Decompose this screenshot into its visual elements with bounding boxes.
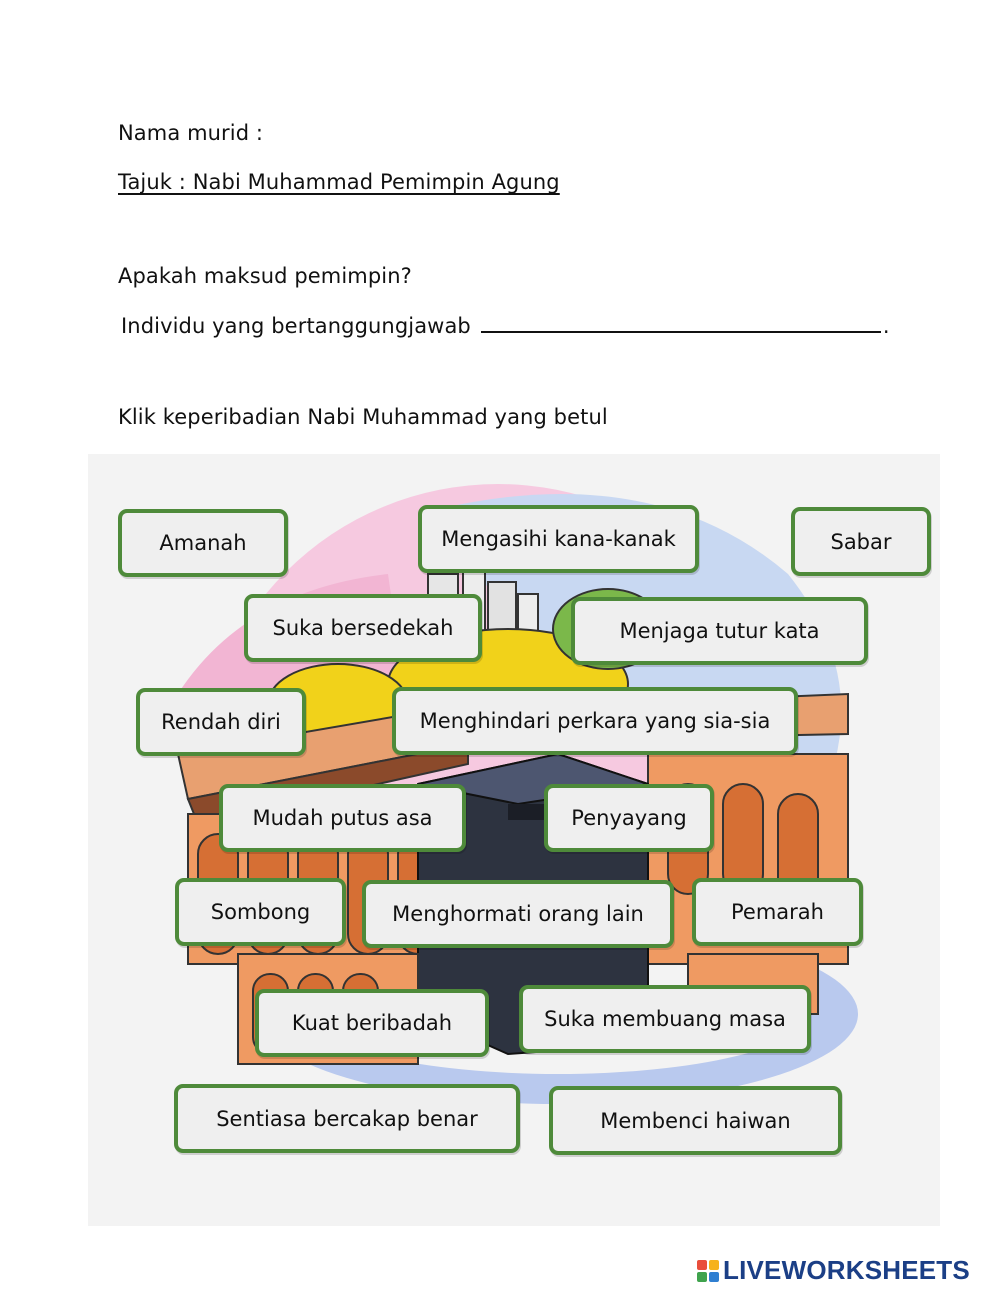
choice-suka-bersedekah[interactable]: Suka bersedekah (244, 594, 482, 662)
choice-sombong[interactable]: Sombong (175, 878, 346, 946)
choice-amanah[interactable]: Amanah (118, 509, 288, 577)
student-name-label: Nama murid : (118, 121, 264, 145)
choice-menghindari-perkara-yang-sia-sia[interactable]: Menghindari perkara yang sia-sia (392, 687, 798, 755)
brand-name: LIVEWORKSHEETS (723, 1255, 970, 1285)
brand-mark-icon (697, 1260, 719, 1282)
question-text: Apakah maksud pemimpin? (118, 264, 412, 288)
choice-pemarah[interactable]: Pemarah (692, 878, 863, 946)
choice-mudah-putus-asa[interactable]: Mudah putus asa (219, 784, 466, 852)
answer-line (121, 311, 890, 338)
choice-menghormati-orang-lain[interactable]: Menghormati orang lain (362, 880, 674, 948)
liveworksheets-logo (697, 1255, 970, 1286)
choice-rendah-diri[interactable]: Rendah diri (136, 688, 306, 756)
answer-suffix: . (882, 314, 890, 338)
choice-sabar[interactable]: Sabar (791, 507, 931, 576)
instruction-text: Klik keperibadian Nabi Muhammad yang betul (118, 405, 608, 429)
choice-kuat-beribadah[interactable]: Kuat beribadah (255, 989, 489, 1057)
topic-title: Tajuk : Nabi Muhammad Pemimpin Agung (118, 170, 560, 194)
choice-penyayang[interactable]: Penyayang (544, 784, 714, 852)
choice-sentiasa-bercakap-benar[interactable]: Sentiasa bercakap benar (174, 1084, 520, 1153)
choice-suka-membuang-masa[interactable]: Suka membuang masa (519, 985, 811, 1053)
activity-panel (88, 454, 940, 1226)
answer-prefix: Individu yang bertanggungjawab (121, 314, 471, 338)
choice-menjaga-tutur-kata[interactable]: Menjaga tutur kata (571, 597, 868, 665)
answer-blank-input[interactable] (481, 311, 881, 333)
choice-mengasihi-kana-kanak[interactable]: Mengasihi kana-kanak (418, 505, 699, 573)
choice-membenci-haiwan[interactable]: Membenci haiwan (549, 1086, 842, 1155)
